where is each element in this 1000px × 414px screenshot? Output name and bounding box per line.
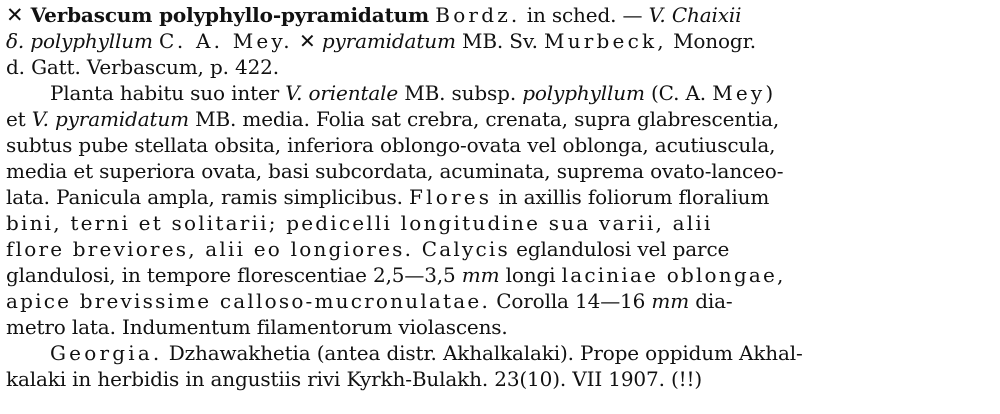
text-line (6, 210, 998, 236)
text-segment: ) (765, 81, 774, 105)
text-line (6, 366, 998, 392)
text-segment: C. A. Mey. (159, 29, 293, 53)
text-segment: δ. polyphyllum (6, 29, 153, 53)
text-segment: flore breviores, alii eo longiores. Calycis (6, 237, 510, 261)
text-segment: Mey (712, 81, 766, 105)
text-segment: Bordz. (435, 3, 521, 27)
text-line (6, 158, 998, 184)
text-line (6, 288, 998, 314)
text-line (6, 2, 998, 28)
hybrid-cross-symbol: ✕ (6, 3, 31, 27)
text-segment: apice brevissime calloso-mucronulatae. (6, 289, 491, 313)
text-segment: Planta habitu suo inter (50, 81, 286, 105)
text-segment: in axillis foliorum floralium (492, 185, 770, 209)
text-line (6, 106, 998, 132)
text-segment: V. orientale (285, 81, 399, 105)
text-segment: laciniae oblongae, (561, 263, 786, 287)
text-segment: Verbascum polyphyllo-pyramidatum (30, 3, 430, 27)
text-segment: V. pyramidatum (31, 107, 189, 131)
text-segment: kalaki in herbidis in angustiis rivi Kyrkh-Bulakh. 23(10). VII 1907. (!!) (6, 367, 703, 391)
text-segment: Flores (409, 185, 493, 209)
text-segment: ✕ (292, 29, 322, 53)
text-segment: Corolla 14—16 (490, 289, 652, 313)
text-segment: V. Chaixii (648, 3, 742, 27)
text-segment: longi (499, 263, 562, 287)
text-segment: in sched. — (520, 3, 649, 27)
text-segment: mm (461, 263, 500, 287)
text-segment: d. Gatt. Verbascum, p. 422. (6, 55, 279, 79)
text-segment: media et superiora ovata, basi subcordata, acuminata, suprema ovato-lanceo- (6, 159, 784, 183)
text-line (6, 28, 998, 54)
text-segment: (C. A. (644, 81, 713, 105)
text-segment: pyramidatum (321, 29, 456, 53)
text-segment: Monogr. (666, 29, 756, 53)
text-line (6, 236, 998, 262)
text-line (6, 262, 998, 288)
document-text-block (6, 2, 998, 392)
text-segment: MB. media. Folia sat crebra, crenata, supra glabrescentia, (188, 107, 780, 131)
text-line (6, 132, 998, 158)
text-segment: dia- (689, 289, 733, 313)
text-segment: bini, terni et solitarii; pedicelli longitudine sua varii, alii (6, 211, 713, 235)
text-segment: Murbeck, (544, 29, 667, 53)
text-segment: subtus pube stellata obsita, inferiora oblongo-ovata vel oblonga, acutiuscula, (6, 133, 776, 157)
text-line (6, 340, 998, 366)
text-line (6, 54, 998, 80)
text-line (6, 184, 998, 210)
text-segment: Dzhawakhetia (antea distr. Akhalkalaki). Prope oppidum Akhal- (162, 341, 803, 365)
text-line (6, 80, 998, 106)
text-segment: MB. Sv. (455, 29, 545, 53)
text-segment: mm (651, 289, 690, 313)
text-segment: MB. subsp. (398, 81, 523, 105)
text-line (6, 314, 998, 340)
text-segment: lata. Panicula ampla, ramis simplicibus. (6, 185, 410, 209)
text-segment: eglandulosi vel parce (509, 237, 730, 261)
text-segment: et (6, 107, 32, 131)
text-segment: Georgia. (50, 341, 163, 365)
text-segment: glandulosi, in tempore florescentiae 2,5—3,5 (6, 263, 462, 287)
text-segment: polyphyllum (522, 81, 645, 105)
text-segment: metro lata. Indumentum filamentorum violascens. (6, 315, 508, 339)
